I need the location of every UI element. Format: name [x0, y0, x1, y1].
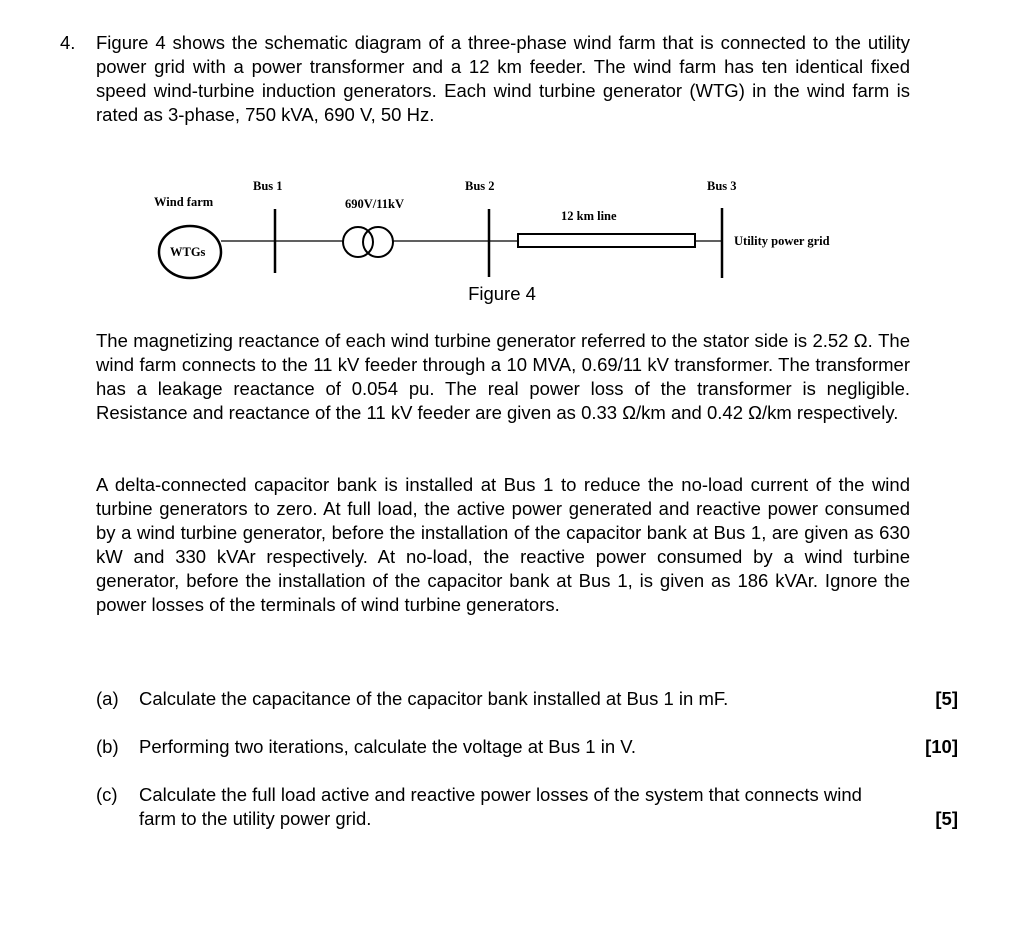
utility-grid-label: Utility power grid [734, 234, 830, 248]
part-b [96, 735, 966, 759]
bus-1-label: Bus 1 [253, 179, 283, 193]
part-a-text: Calculate the capacitance of the capacitor bank installed at Bus 1 in mF. [139, 688, 729, 709]
figure-caption: Figure 4 [468, 283, 536, 304]
part-b-marks: [10] [925, 736, 958, 757]
part-b-tag: (b) [96, 736, 119, 757]
feeder-line-box [518, 234, 695, 247]
bus-3-label: Bus 3 [707, 179, 737, 193]
paragraph-2: The magnetizing reactance of each wind turbine generator referred to the stator side is 2.52 Ω. The wind farm connects to the 11 kV feeder through a 10 MVA, 0.69/11 kV transformer. The transformer has a leakage reactance of 0.054 pu. The real power loss of the transformer is negligible. Resistance and reactance of the 11 kV feeder are given as 0.33 Ω/km and 0.42 Ω/km respectively. [96, 330, 910, 423]
question-intro: Figure 4 shows the schematic diagram of a three-phase wind farm that is connected to the utility power grid with a power transformer and a 12 km feeder. The wind farm has ten identical fixed speed wind-turbine induction generators. Each wind turbine generator (WTG) in the wind farm is rated as 3-phase, 750 kVA, 690 V, 50 Hz. [96, 32, 910, 125]
wind-farm-label: Wind farm [154, 195, 214, 209]
transformer-winding-2 [363, 227, 393, 257]
part-a-marks: [5] [935, 688, 958, 709]
transformer-label: 690V/11kV [345, 197, 405, 211]
line-label: 12 km line [561, 209, 617, 223]
part-a [96, 687, 966, 711]
part-c-text: Calculate the full load active and reactive power losses of the system that connects wind farm to the utility power grid. [139, 784, 862, 829]
part-c-marks: [5] [935, 808, 958, 829]
part-b-text: Performing two iterations, calculate the voltage at Bus 1 in V. [139, 736, 637, 757]
part-c-tag: (c) [96, 784, 118, 805]
part-a-tag: (a) [96, 688, 119, 709]
wtgs-label: WTGs [170, 245, 206, 259]
question-number: 4. [60, 32, 76, 53]
paragraph-3: A delta-connected capacitor bank is installed at Bus 1 to reduce the no-load current of the wind turbine generators to zero. At full load, the active power generated and reactive power consumed by a wind turbine generator, before the installation of the capacitor bank at Bus 1, are given as 630 kW and 330 kVAr respectively. At no-load, the reactive power consumed by a wind turbine generator, before the installation of the capacitor bank at Bus 1, is given as 186 kVAr. Ignore the power losses of the terminals of wind turbine generators. [96, 474, 910, 615]
bus-2-label: Bus 2 [465, 179, 495, 193]
part-c [96, 783, 966, 831]
